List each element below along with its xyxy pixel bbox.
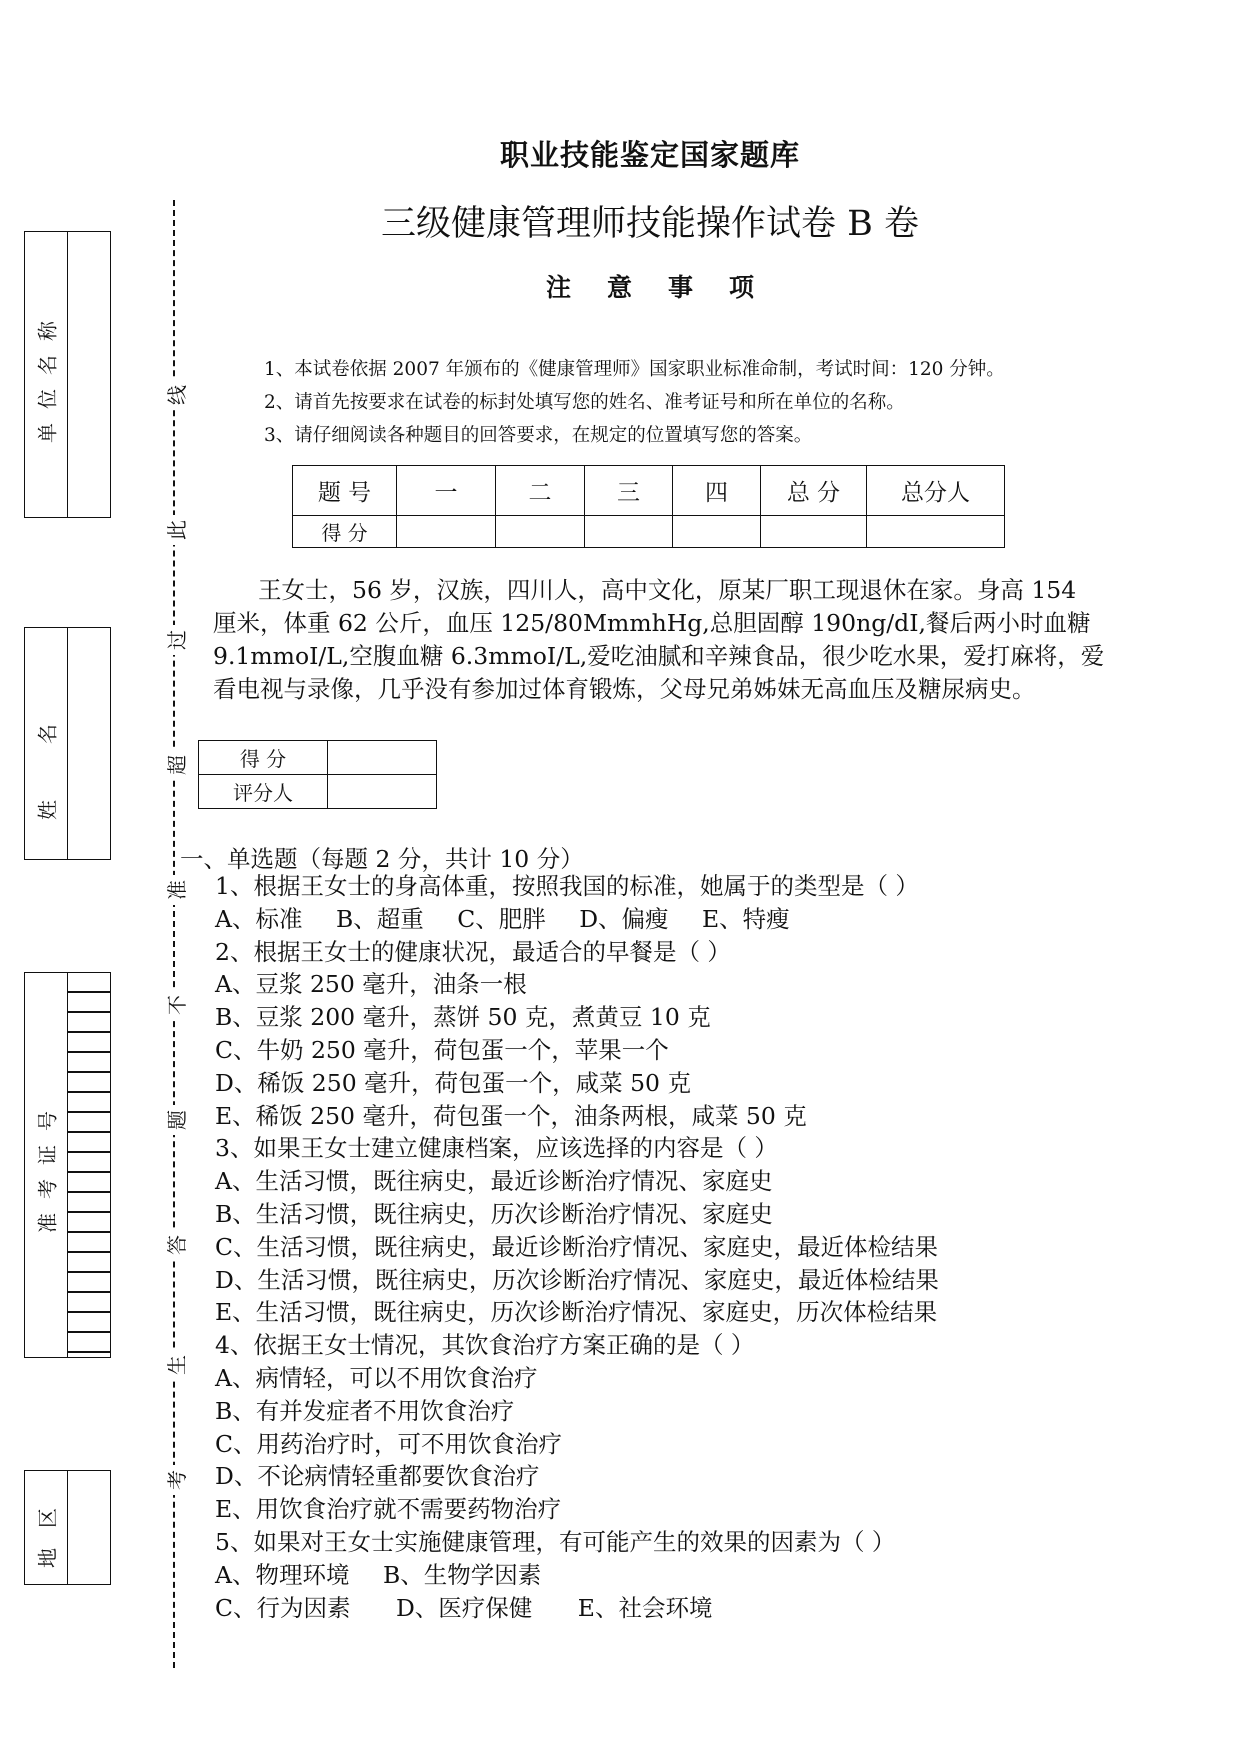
- cut-char: 此: [162, 515, 192, 545]
- case-line: 9.1mmoI/L,空腹血糖 6.3mmoI/L,爱吃油腻和辛辣食品，很少吃水果，爱打麻将，爱: [213, 642, 1105, 670]
- option: A、物理环境: [215, 1560, 350, 1589]
- question-stem: 3、如果王女士建立健康档案，应该选择的内容是（ ）: [215, 1134, 778, 1163]
- cut-char: 不: [162, 990, 192, 1020]
- question-stem: 4、依据王女士情况，其饮食治疗方案正确的是（ ）: [215, 1331, 755, 1360]
- option: D、医疗保健: [395, 1593, 533, 1622]
- case-line: 看电视与录像，几乎没有参加过体育锻炼，父母兄弟姊妹无高血压及糖尿病史。: [213, 675, 1036, 703]
- option: B、生物学因素: [382, 1560, 542, 1589]
- notes-list: [264, 353, 1005, 452]
- grade-score-label: 得 分: [199, 741, 328, 775]
- question-list: [215, 870, 939, 1624]
- exam-id-grid: [68, 973, 110, 1357]
- name-label: 姓名: [35, 667, 60, 820]
- option: E、生活习惯，既往病史，历次诊断治疗情况、家庭史，历次体检结果: [215, 1298, 938, 1327]
- option: A、病情轻，可以不用饮食治疗: [215, 1363, 538, 1392]
- note-item: 3、请仔细阅读各种题目的回答要求，在规定的位置填写您的答案。: [264, 425, 813, 446]
- score-cell[interactable]: [673, 516, 761, 548]
- cut-char: 题: [162, 1105, 192, 1135]
- cut-char: 过: [162, 625, 192, 655]
- option: D、不论病情轻重都要饮食治疗: [215, 1462, 540, 1491]
- option: E、社会环境: [577, 1593, 713, 1622]
- cut-char: 答: [162, 1230, 192, 1260]
- case-description: [213, 574, 1125, 706]
- option: A、生活习惯，既往病史，最近诊断治疗情况、家庭史: [215, 1167, 773, 1196]
- option: D、稀饭 250 毫升，荷包蛋一个，咸菜 50 克: [215, 1068, 691, 1097]
- score-row-label: 得 分: [293, 516, 397, 548]
- name-box: [24, 627, 111, 860]
- score-cell[interactable]: [867, 516, 1005, 548]
- score-header: 四: [673, 466, 761, 516]
- cut-char: 考: [162, 1465, 192, 1495]
- grade-grader-cell[interactable]: [328, 775, 437, 809]
- option: C、用药治疗时，可不用饮食治疗: [215, 1429, 562, 1458]
- option: B、超重: [335, 904, 424, 933]
- option: C、肥胖: [457, 904, 546, 933]
- option: C、生活习惯，既往病史，最近诊断治疗情况、家庭史，最近体检结果: [215, 1232, 938, 1261]
- paper-title: 三级健康管理师技能操作试卷 B 卷: [381, 204, 919, 244]
- cut-char: 生: [162, 1350, 192, 1380]
- option: E、稀饭 250 毫升，荷包蛋一个，油条两根，咸菜 50 克: [215, 1101, 807, 1130]
- cut-char: 超: [162, 750, 192, 780]
- question-stem: 2、根据王女士的健康状况，最适合的早餐是（ ）: [215, 937, 731, 966]
- option: B、生活习惯，既往病史，历次诊断治疗情况、家庭史: [215, 1199, 773, 1228]
- cut-char: 线: [162, 380, 192, 410]
- option: D、生活习惯，既往病史，历次诊断治疗情况、家庭史，最近体检结果: [215, 1265, 939, 1294]
- notice-heading: 注意事项: [545, 273, 790, 302]
- note-item: 2、请首先按要求在试卷的标封处填写您的姓名、准考证号和所在单位的名称。: [264, 392, 905, 413]
- option: A、豆浆 250 毫升，油条一根: [215, 970, 527, 999]
- option: D、偏瘦: [579, 904, 669, 933]
- score-cell[interactable]: [761, 516, 867, 548]
- option: C、牛奶 250 毫升，荷包蛋一个，苹果一个: [215, 1035, 669, 1064]
- question-stem: 1、根据王女士的身高体重，按照我国的标准，她属于的类型是（ ）: [215, 872, 919, 900]
- score-header: 题 号: [293, 466, 397, 516]
- score-cell[interactable]: [397, 516, 496, 548]
- score-header: 二: [496, 466, 585, 516]
- case-line: 王女士，56 岁，汉族，四川人，高中文化，原某厂职工现退休在家。身高 154: [258, 576, 1077, 604]
- option: C、行为因素: [215, 1593, 351, 1622]
- section-title: 一、单选题（每题 2 分，共计 10 分）: [180, 845, 584, 873]
- unit-name-label: 单位名称: [35, 306, 60, 443]
- option: E、用饮食治疗就不需要药物治疗: [215, 1495, 562, 1524]
- cut-char: 准: [162, 875, 192, 905]
- score-cell[interactable]: [585, 516, 673, 548]
- option: B、豆浆 200 毫升，蒸饼 50 克，煮黄豆 10 克: [215, 1003, 711, 1032]
- score-header: 三: [585, 466, 673, 516]
- score-header: 总 分: [761, 466, 867, 516]
- grade-score-cell[interactable]: [328, 741, 437, 775]
- unit-name-box: [24, 231, 111, 518]
- region-box: [24, 1470, 111, 1585]
- option-row: [215, 903, 939, 936]
- exam-id-box: [24, 972, 111, 1358]
- score-header: 一: [397, 466, 496, 516]
- option: E、特瘦: [702, 904, 790, 933]
- score-header: 总分人: [867, 466, 1005, 516]
- option: B、有并发症者不用饮食治疗: [215, 1396, 515, 1425]
- note-item: 1、本试卷依据 2007 年颁布的《健康管理师》国家职业标准命制，考试时间：120 分钟。: [264, 359, 1005, 380]
- bank-title: 职业技能鉴定国家题库: [499, 138, 800, 172]
- binding-cut-line-text: [162, 200, 192, 1668]
- question-stem: 5、如果对王女士实施健康管理，有可能产生的效果的因素为（ ）: [215, 1527, 896, 1556]
- region-label: 地区: [35, 1487, 60, 1568]
- grade-grader-label: 评分人: [199, 775, 328, 809]
- option-row: [215, 1559, 939, 1592]
- score-table: [292, 465, 1005, 548]
- option-row: [215, 1592, 939, 1625]
- case-line: 厘米，体重 62 公斤，血压 125/80MmmhHg,总胆固醇 190ng/dI,餐后两小时血糖: [213, 609, 1091, 637]
- exam-id-label: 准考证号: [35, 1097, 60, 1233]
- score-cell[interactable]: [496, 516, 585, 548]
- grade-table: [198, 740, 437, 809]
- option: A、标准: [215, 904, 303, 933]
